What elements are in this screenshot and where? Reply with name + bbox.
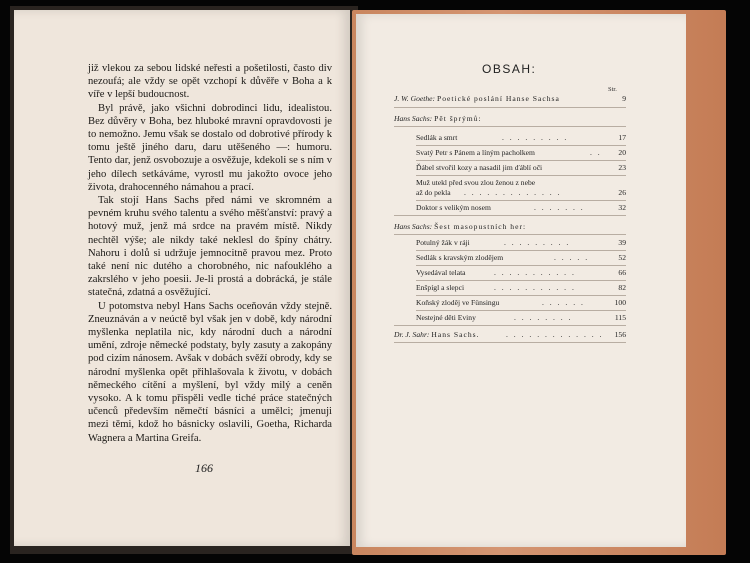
toc-entry[interactable]: Enšpígl a slepci . . . . . . . . . . . 82 xyxy=(416,283,626,292)
right-page xyxy=(356,14,686,547)
toc-entry-title: Doktor s velikým nosem xyxy=(416,203,491,212)
toc-page: 32 xyxy=(618,203,626,212)
body-text xyxy=(88,62,332,445)
toc-author: Hans Sachs: xyxy=(394,114,433,123)
toc-entry[interactable] xyxy=(394,163,626,174)
toc-page: 100 xyxy=(614,298,626,307)
toc-page: 9 xyxy=(622,94,626,103)
divider xyxy=(416,265,626,266)
toc-entry[interactable]: Potulný žák v ráji . . . . . . . . . 39 xyxy=(416,238,626,247)
toc-title: OBSAH: xyxy=(482,62,537,76)
toc-entry-title: Vysedával telata xyxy=(416,268,466,277)
divider xyxy=(394,342,626,343)
toc-page: 52 xyxy=(618,253,626,262)
toc-entry[interactable]: Sedlák a smrt . . . . . . . . . 17 xyxy=(416,133,626,142)
toc-entry-title: Sedlák s kravským zlodějem xyxy=(416,253,504,262)
toc-page: 20 xyxy=(618,148,626,157)
toc-title-text: Pět šprýmů: xyxy=(434,114,482,123)
page-number: 166 xyxy=(195,461,213,475)
paragraph: již vlekou za sebou lidské neřesti a pošetilosti, často div nezoufá; ale vždy se opět vzchopí k důvěře v Boha a k víře v lepší budoucnost. xyxy=(88,63,332,101)
toc-entry-continued[interactable]: až do pekla . . . . . . . . . . . . . 26 xyxy=(416,188,626,197)
toc-entry[interactable]: Svatý Petr s Pánem a líným pacholkem . . 20 xyxy=(416,148,626,157)
toc-section-sahr[interactable]: Dr. J. Sahr: Hans Sachs. . . . . . . . . . . . . . 156 xyxy=(394,330,626,339)
toc-page: 82 xyxy=(618,283,626,292)
divider xyxy=(416,175,626,176)
toc-page: 39 xyxy=(618,238,626,247)
divider xyxy=(394,325,626,326)
toc-title-text: Šest masopustních her: xyxy=(434,222,527,231)
toc-author: Hans Sachs: xyxy=(394,222,433,231)
toc-author: Dr. J. Sahr: xyxy=(394,330,430,339)
page-column-label: Str. xyxy=(608,86,617,93)
toc-title-text: Poetické poslání Hanse Sachsa xyxy=(436,94,560,103)
toc-entry-title: Ďábel stvořil kozy a nasadil jim ďáblí oči xyxy=(416,163,543,172)
divider xyxy=(416,310,626,311)
divider xyxy=(394,234,626,235)
toc-page: 156 xyxy=(614,330,626,339)
toc-entry-title: Sedlák a smrt xyxy=(416,133,458,142)
paragraph: Tak stojí Hans Sachs před námi ve skromném a pevném kruhu svého talentu a svého měšťanství: pravý a hotový muž, jenž má srdce na pravém místě. Nikdy nechtěl výše; ale nikdy také neklesl do špíny chátry. Nahoru i dolů si udržuje jemnocitně pravou mez. Proto také není nic dutého a chorobného, nic nafouklého a zakrslého v jeho poesii. Je-li prostá a dobrácká, je stále statečná, zdatná a osvěžující. xyxy=(88,195,332,299)
paragraph: Byl právě, jako všichni dobrodinci lidu, idealistou. Bez důvěry v Boha, bez hluboké mravní opravdovosti je to nemožno. Jemu však se dostalo od dobrotivé přírody k tomu ještě jiného daru, daru utěšeného —: humoru. Tento dar, jenž osvobozuje a osvěžuje, kdekoli se s ním v jeho dílech setkáváme, vyrostl mu jakožto ovoce jeho života, drahocenného námahou a prací. xyxy=(88,102,332,193)
toc-entry[interactable]: Sedlák s kravským zlodějem . . . . . 52 xyxy=(416,253,626,262)
toc-entry[interactable]: Doktor s velikým nosem . . . . . . . 32 xyxy=(416,203,626,212)
toc-author: J. W. Goethe: xyxy=(394,94,436,103)
paragraph: U potomstva nebyl Hans Sachs oceňován vždy stejně. Zneuznáván a v neúctě byl však jen v době, kdy národní myšlenka neplatila nic, kdy národní duch a národní umění, zdroje německé podstaty, byly zasuty a zakopány pod cizím nánosem. Avšak v dobách svěží obrody, kdy se národní myšlenka opět přihlašovala k životu, v dobách německého cítění a myšlení, byl vždy milý a ceněn vysoko. A k tomu přispěli vedle tiché práce statečných učenců především němečtí básníci a umělci; jmenuji mezi těmi, kdož ho básnicky oslavili, Goetha, Richarda Wagnera a Martina Greifa. xyxy=(88,300,332,444)
left-page xyxy=(14,10,350,546)
toc-entry-title: Enšpígl a slepci xyxy=(416,283,465,292)
toc-title-text: Hans Sachs. xyxy=(431,330,480,339)
divider xyxy=(416,250,626,251)
toc-section-sprymy xyxy=(394,114,626,125)
divider xyxy=(394,107,626,108)
toc-page: 115 xyxy=(614,313,626,322)
divider xyxy=(416,295,626,296)
divider xyxy=(394,126,626,127)
divider xyxy=(416,145,626,146)
divider xyxy=(416,280,626,281)
toc-entry[interactable]: Koňský zloděj ve Fünsingu . . . . . . 100 xyxy=(416,298,626,307)
toc-page: 26 xyxy=(618,188,626,197)
toc-entry-title: Svatý Petr s Pánem a líným pacholkem xyxy=(416,148,535,157)
toc-entry-title: Nestejné děti Eviny xyxy=(416,313,476,322)
toc-entry[interactable]: Nestejné děti Eviny . . . . . . . . 115 xyxy=(416,313,626,322)
toc-entry-title: Muž utekl před svou zlou ženou z nebe xyxy=(416,178,536,187)
toc-entry-title: Potulný žák v ráji xyxy=(416,238,470,247)
toc-page: 17 xyxy=(618,133,626,142)
toc-section-hry xyxy=(394,222,626,233)
toc-entry[interactable]: Vysedával telata . . . . . . . . . . . 66 xyxy=(416,268,626,277)
toc-page: 23 xyxy=(618,163,626,172)
toc-entry-title: až do pekla xyxy=(416,188,451,197)
toc-section-goethe[interactable] xyxy=(394,94,626,105)
divider xyxy=(394,215,626,216)
divider xyxy=(416,160,626,161)
toc-entry-title: Koňský zloděj ve Fünsingu xyxy=(416,298,500,307)
toc-page: 66 xyxy=(618,268,626,277)
divider xyxy=(416,200,626,201)
